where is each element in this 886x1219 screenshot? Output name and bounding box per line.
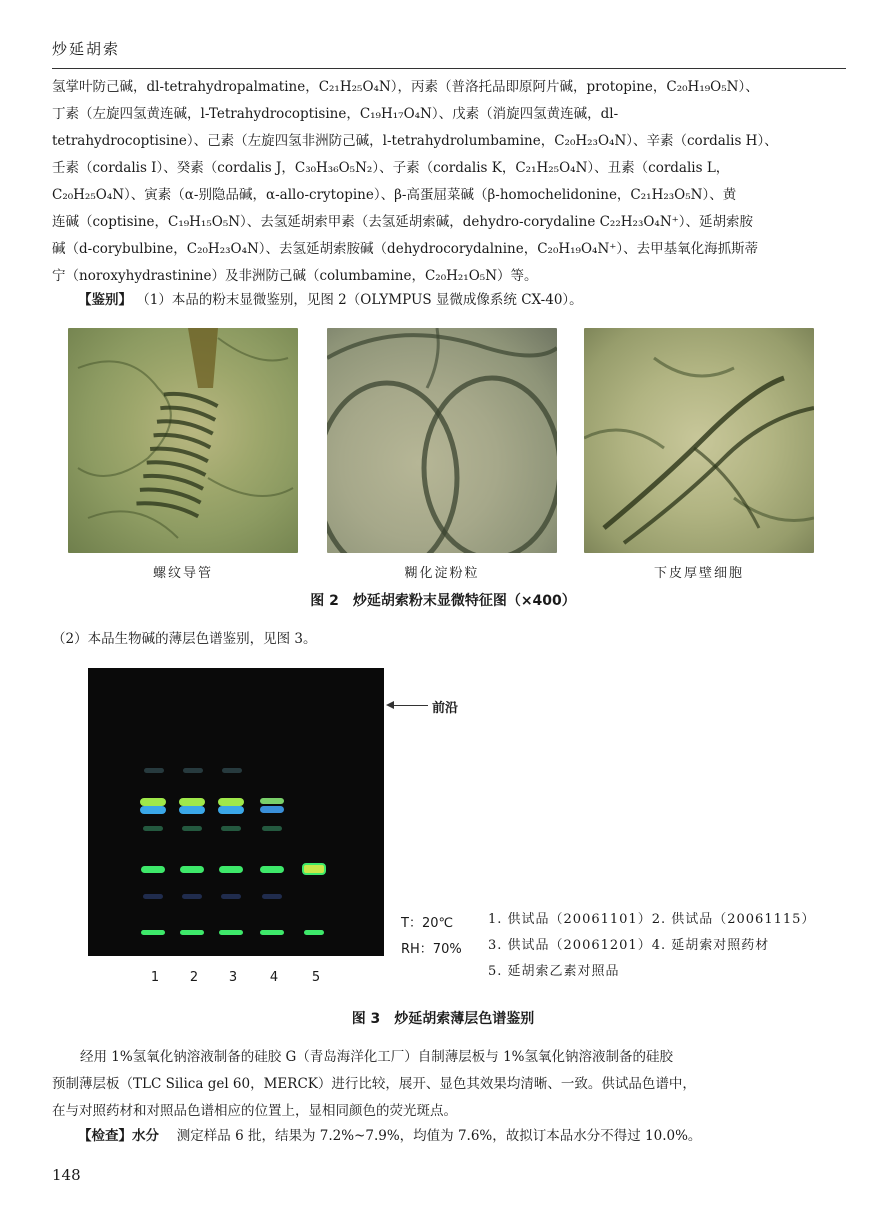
text-line: C₂₀H₂₅O₄N）、寅素（α-别隐品碱，α-allo-crytopine）、β-高蛋屈菜碱（β-homochelidonine，C₂₁H₂₃O₅N）、黄	[52, 187, 737, 203]
tlc-spot	[183, 768, 203, 773]
tlc-spot	[260, 806, 284, 813]
tlc-spot	[260, 866, 284, 873]
text-line: 连碱（coptisine，C₁₉H₁₅O₅N）、去氢延胡索甲素（去氢延胡索碱，dehydro-corydaline C₂₂H₂₃O₄N⁺）、延胡索胺	[52, 214, 754, 230]
tlc-spot	[260, 798, 284, 804]
lane-label: 3	[228, 970, 238, 985]
tlc-spot	[222, 768, 242, 773]
solvent-front-label: 前沿	[432, 701, 459, 716]
tlc-spot	[182, 826, 202, 831]
identification-paragraph	[78, 288, 583, 312]
tlc-spot	[141, 930, 165, 935]
micrograph-label: 糊化淀粉粒	[404, 566, 480, 581]
lane-label: 2	[189, 970, 199, 985]
tlc-spot	[140, 798, 166, 806]
tlc-spot	[144, 768, 164, 773]
legend-line: 5. 延胡索乙素对照品	[488, 964, 620, 979]
text-line: 壬素（cordalis I）、癸素（cordalis J，C₃₀H₃₆O₅N₂）、子素（cordalis K，C₂₁H₂₅O₄N）、丑素（cordalis L，	[52, 160, 730, 176]
text-line: 经用 1%氢氧化钠溶液制备的硅胶 G（青岛海洋化工厂）自制薄层板与 1%氢氧化钠溶液制备的硅胶	[80, 1049, 673, 1065]
tlc-intro: （2）本品生物碱的薄层色谱鉴别，见图 3。	[52, 631, 317, 647]
text-line: 在与对照药材和对照品色谱相应的位置上，显相同颜色的荧光斑点。	[52, 1103, 457, 1119]
micrograph-spiral-vessel	[68, 328, 298, 553]
solvent-front-line	[388, 705, 428, 706]
figure-3-caption: 图 3 炒延胡索薄层色谱鉴别	[351, 1011, 535, 1027]
lane-label: 4	[269, 970, 279, 985]
tlc-spot	[260, 930, 284, 935]
constituents-paragraph	[52, 74, 842, 290]
tlc-spot	[221, 826, 241, 831]
tlc-spot	[141, 866, 165, 873]
lane-label: 5	[311, 970, 321, 985]
page-number: 148	[52, 1166, 81, 1184]
temperature-label: T：20℃	[401, 916, 454, 931]
tlc-spot	[218, 798, 244, 806]
tlc-spot	[182, 894, 202, 899]
tlc-spot	[143, 894, 163, 899]
tlc-spot	[304, 930, 324, 935]
text-line: 预制薄层板（TLC Silica gel 60，MERCK）进行比较，展开、显色其效果均清晰、一致。供试品色谱中，	[52, 1076, 696, 1092]
tlc-spot	[221, 894, 241, 899]
micrograph-gelatinized-starch	[327, 328, 557, 553]
text-line: 氢掌叶防己碱，dl-tetrahydropalmatine，C₂₁H₂₅O₄N），丙素（普洛托品即原阿片碱，protopine，C₂₀H₁₉O₅N）、	[52, 79, 759, 95]
text-line: 碱（d-corybulbine，C₂₀H₂₃O₄N）、去氢延胡索胺碱（dehydrocorydalnine，C₂₀H₁₉O₄N⁺）、去甲基氧化海抓斯蒂	[52, 241, 759, 257]
tlc-spot	[218, 806, 244, 814]
figure-2-caption: 图 2 炒延胡索粉末显微特征图（×400）	[310, 593, 576, 609]
legend-line: 1. 供试品（20061101）2. 供试品（20061115）	[488, 912, 816, 927]
micrograph-label: 螺纹导管	[152, 566, 213, 581]
identification-label: 【鉴别】	[78, 292, 132, 308]
micrograph-label: 下皮厚壁细胞	[653, 566, 744, 581]
check-text: 测定样品 6 批，结果为 7.2%~7.9%，均值为 7.6%，故拟订本品水分不得过 10.0%。	[163, 1128, 702, 1144]
text-line: tetrahydrocoptisine）、己素（左旋四氢非洲防己碱，l-tetrahydrolumbamine，C₂₀H₂₃O₄N）、辛素（cordalis H）、	[52, 133, 778, 149]
identification-text: （1）本品的粉末显微鉴别，见图 2（OLYMPUS 显微成像系统 CX-40）。	[136, 292, 583, 308]
tlc-spot	[179, 798, 205, 806]
running-header: 炒延胡索	[52, 40, 121, 58]
tlc-spot	[219, 930, 243, 935]
check-label: 【检查】水分	[78, 1128, 159, 1144]
tlc-spot	[140, 806, 166, 814]
micrograph-hypodermal-cells	[584, 328, 814, 553]
tlc-spot	[180, 930, 204, 935]
humidity-label: RH：70%	[401, 942, 462, 957]
text-line: 宁（noroxyhydrastinine）及非洲防己碱（columbamine，C₂₀H₂₁O₅N）等。	[52, 268, 538, 284]
check-paragraph	[78, 1124, 701, 1144]
tlc-discussion-paragraph	[52, 1044, 842, 1125]
tlc-spot	[179, 806, 205, 814]
tlc-spot	[219, 866, 243, 873]
tlc-spot	[262, 894, 282, 899]
tlc-spot	[180, 866, 204, 873]
tlc-spot	[143, 826, 163, 831]
micrograph-row	[68, 328, 814, 556]
legend-line: 3. 供试品（20061201）4. 延胡索对照药材	[488, 938, 770, 953]
lane-label: 1	[150, 970, 160, 985]
tlc-plate	[88, 668, 384, 956]
tlc-spot	[302, 863, 326, 875]
tlc-spot	[262, 826, 282, 831]
text-line: 丁素（左旋四氢黄连碱，l-Tetrahydrocoptisine，C₁₉H₁₇O₄N）、戊素（消旋四氢黄连碱，dl-	[52, 106, 619, 122]
header-rule	[52, 68, 846, 69]
